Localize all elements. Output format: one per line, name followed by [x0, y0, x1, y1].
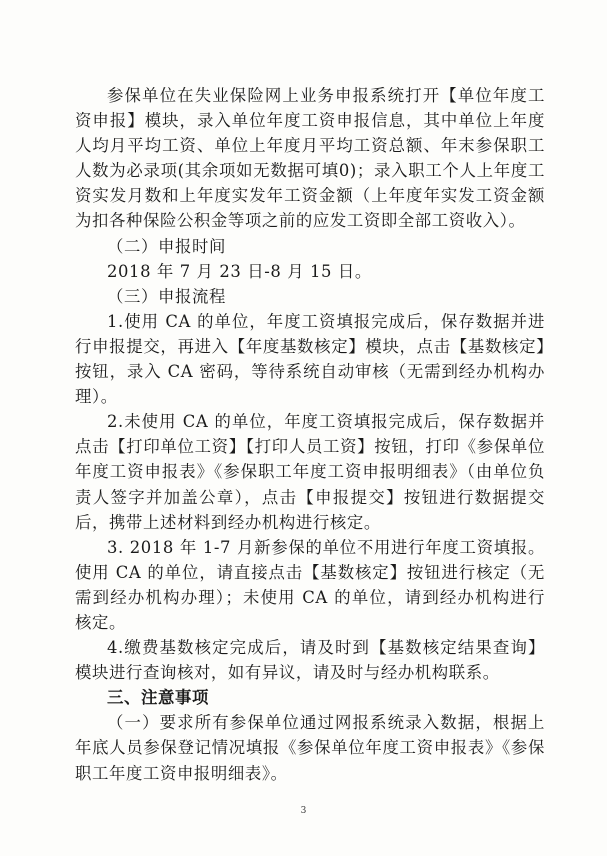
page-number: 3: [300, 806, 307, 816]
paragraph-step-2: 2.未使用 CA 的单位，年度工资填报完成后，保存数据并点击【打印单位工资】【打印人员工资】按钮，打印《参保单位年度工资申报表》《参保职工年度工资申报明细表》（由单位负责人签字并加盖公章），点击【申报提交】按钮进行数据提交后，携带上述材料到经办机构进行核定。: [75, 412, 545, 532]
paragraph-note-1: （一）要求所有参保单位通过网报系统录入数据，根据上年底人员参保登记情况填报《参保单位年度工资申报表》《参保职工年度工资申报明细表》。: [75, 713, 545, 783]
section-heading-notes: 三、注意事项: [107, 688, 209, 708]
paragraph-step-4: 4.缴费基数核定完成后，请及时到【基数核定结果查询】模块进行查询核对，如有异议，请及时与经办机构联系。: [75, 638, 545, 683]
subheading-declaration-process: （三）申报流程: [107, 286, 226, 306]
subheading-declaration-time: （二）申报时间: [107, 236, 226, 256]
paragraph-declaration-dates: 2018 年 7 月 23 日-8 月 15 日。: [107, 261, 372, 281]
paragraph-step-1: 1.使用 CA 的单位，年度工资填报完成后，保存数据并进行申报提交，再进入【年度基数核定】模块，点击【基数核定】按钮，录入 CA 密码，等待系统自动审核（无需到经办机构办理）。: [75, 311, 545, 407]
paragraph-step-3: 3. 2018 年 1-7 月新参保的单位不用进行年度工资填报。使用 CA 的单位，请直接点击【基数核定】按钮进行核定（无需到经办机构办理）；未使用 CA 的单位，请到经办机构进行核定。: [75, 537, 545, 632]
paragraph-declaration-system: 参保单位在失业保险网上业务申报系统打开【单位年度工资申报】模块，录入单位年度工资申报信息，其中单位上年度人均月平均工资、单位上年度月平均工资总额、年末参保职工人数为必录项(其余项如无数据可填0)；录入职工个人上年度工资实发月数和上年度实发年工资金额（上年度年实发工资金额为扣各种保险公积金等项之前的应发工资即全部工资收入）。: [75, 86, 545, 231]
page-body: [75, 83, 545, 786]
